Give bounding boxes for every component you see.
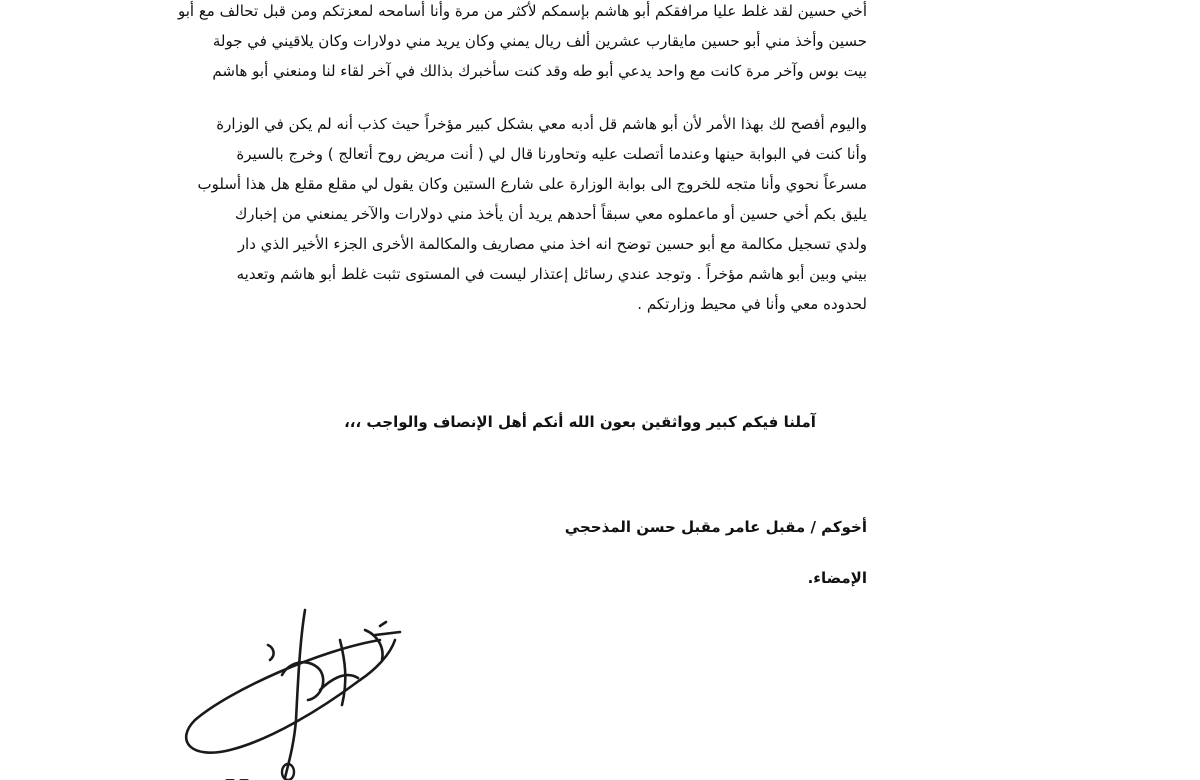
closing-line: آملنا فيكم كبير وواثقين بعون الله أنكم أهل الإنصاف والواجب ،،،	[344, 413, 816, 431]
paragraph-1	[167, 0, 867, 86]
paragraph-line: ولدي تسجيل مكالمة مع أبو حسين توضح انه اخذ مني مصاريف والمكالمة الأخرى الجزء الأخير الذي دار	[237, 235, 867, 253]
paragraph-line: حسين وأخذ مني أبو حسين مايقارب عشرين ألف ريال يمني وكان يريد مني دولارات وكان يلاقيني في جولة	[212, 32, 867, 50]
paragraph-line: لحدوده معي وأنا في محيط وزارتكم .	[637, 295, 867, 313]
paragraph-line: أخي حسين لقد غلط عليا مرافقكم أبو هاشم بإسمكم لأكثر من مرة وأنا أسامحه لمعزتكم ومن قبل تحالف مع أبو	[177, 2, 867, 20]
signature-label: الإمضاء.	[807, 569, 867, 587]
sender-name: أخوكم / مقبل عامر مقبل حسن المذحجي	[564, 518, 867, 536]
paragraph-line: يليق بكم أخي حسين أو ماعملوه معي سبقاً أحدهم يريد أن يأخذ مني دولارات والآخر يمنعني من إخبارك	[234, 205, 867, 223]
paragraph-line: بيني وبين أبو هاشم مؤخراً . وتوجد عندي رسائل إعتذار ليست في المستوى تثبت غلط أبو هاشم وتعديه	[236, 265, 867, 283]
paragraph-line: مسرعاً نحوي وأنا متجه للخروج الى بوابة الوزارة على شارع الستين وكان يقول لي مقلع مقلع هل هذا أسلوب	[197, 175, 867, 193]
paragraph-line: واليوم أفصح لك بهذا الأمر لأن أبو هاشم قل أدبه معي بشكل كبير مؤخراً حيث كذب أنه لم يكن في الوزارة	[216, 115, 867, 133]
paragraph-line: بيت بوس وآخر مرة كانت مع واحد يدعي أبو طه وقد كنت سأخبرك بذالك في آخر لقاء لنا ومنعني أبو هاشم	[212, 62, 867, 80]
handwritten-signature	[170, 600, 430, 780]
paragraph-line: وأنا كنت في البوابة حينها وعندما أتصلت عليه وتحاورنا قال لي ( أنت مريض روح أتعالج ) وخرج بالسيرة	[236, 145, 867, 163]
cropped-text-fragment	[225, 766, 265, 780]
paragraph-2	[167, 109, 867, 319]
